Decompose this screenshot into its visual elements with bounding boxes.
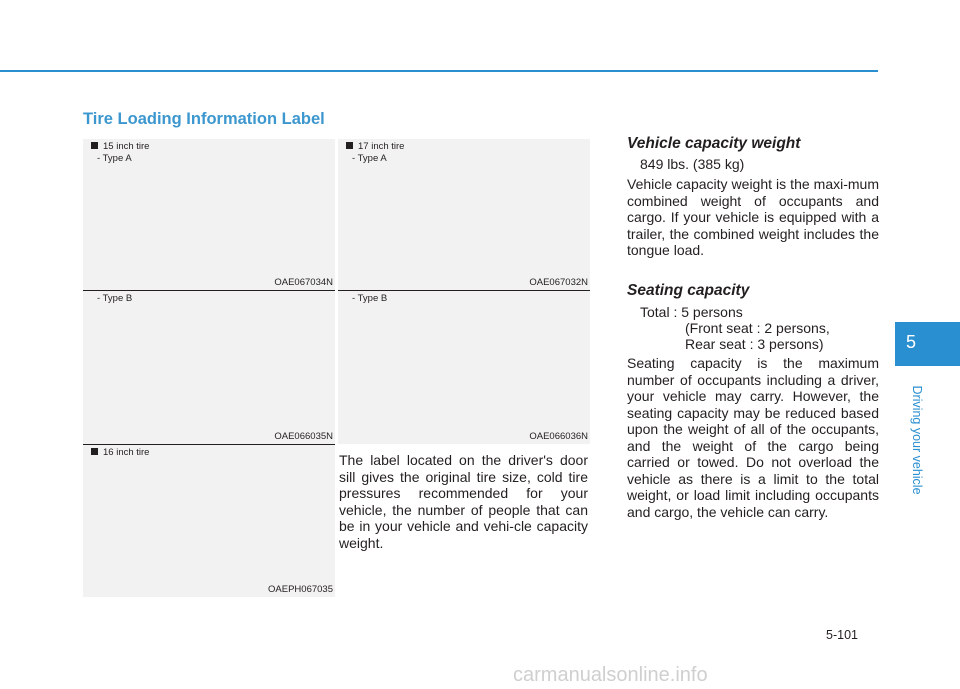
seating-capacity-heading: Seating capacity [627,282,750,299]
figure-label: 15 inch tire [103,141,150,152]
figure-label: 16 inch tire [103,447,150,458]
vehicle-capacity-description: Vehicle capacity weight is the maxi-mum combined weight of occupants and cargo. If your vehicle is equipped with a trailer, the combined weight includes the tongue load. [627,176,879,258]
figure-sublabel: - Type A [352,153,387,164]
section-title: Tire Loading Information Label [83,110,325,128]
seating-capacity-description: Seating capacity is the maximum number of occupants including a driver, your vehicle may carry. However, the seating capacity may be reduced based upon the weight of all of the occupants, and the weight of the cargo being carried or towed. Do not overload the vehicle as there is a limit to the total weight, or load limit including occupants and cargo, the vehicle can carry. [627,355,879,520]
chapter-title: Driving your vehicle [910,385,924,495]
square-bullet-icon [346,142,353,149]
figure-code: OAE067032N [529,277,588,288]
figure-label: 17 inch tire [358,141,405,152]
seating-rear: Rear seat : 3 persons) [685,336,824,352]
header-rule [0,70,878,72]
figure-sublabel: - Type A [97,153,132,164]
figure-15-inch-type-a [83,139,335,290]
square-bullet-icon [91,448,98,455]
figure-code: OAE066035N [274,431,333,442]
figure-code: OAE066036N [529,431,588,442]
vehicle-capacity-heading: Vehicle capacity weight [627,135,801,152]
square-bullet-icon [91,142,98,149]
figure-15-inch-type-b [83,291,335,444]
seating-total: Total : 5 persons [640,304,743,320]
page-number: 5-101 [826,628,858,642]
figure-sublabel: - Type B [352,293,388,304]
chapter-number: 5 [906,332,917,352]
vehicle-capacity-value: 849 lbs. (385 kg) [640,156,745,172]
chapter-tab [895,322,960,366]
figure-code: OAE067034N [274,277,333,288]
figure-code: OAEPH067035 [268,584,333,595]
figure-17-inch-type-a [338,139,590,290]
figure-16-inch [83,445,335,597]
seating-front: (Front seat : 2 persons, [685,320,830,336]
figure-sublabel: - Type B [97,293,133,304]
door-sill-label-text: The label located on the driver's door sill gives the original tire size, cold tire pressures recommended for your vehicle, the number of people that can be in your vehicle and vehi-cle capacity weight. [339,452,588,551]
watermark: carmanualsonline.info [513,664,708,686]
figure-17-inch-type-b [338,291,590,444]
